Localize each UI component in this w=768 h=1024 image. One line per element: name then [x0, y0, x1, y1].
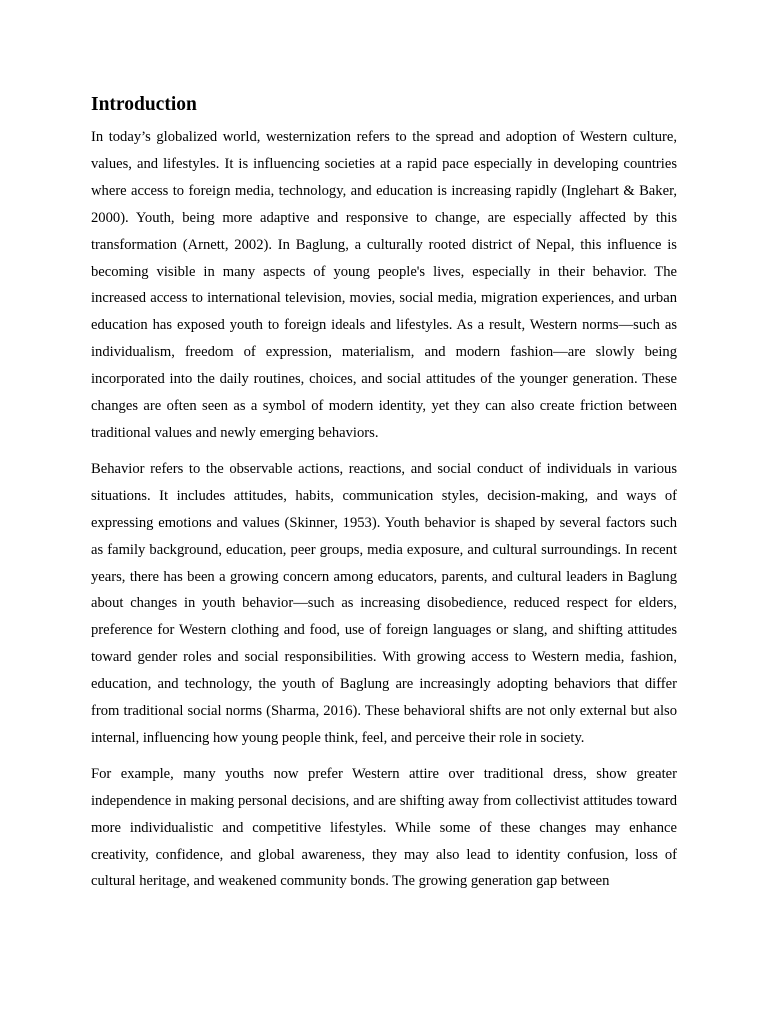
document-page — [91, 91, 677, 904]
section-heading: Introduction — [91, 94, 197, 115]
paragraph-1: In today’s globalized world, westernization refers to the spread and adoption of Western culture, values, and lifestyles. It is influencing societies at a rapid pace especially in developing countries where access to foreign media, technology, and education is increasing rapidly (Inglehart & Baker, 2000). Youth, being more adaptive and responsive to change, are especially affected by this transformation (Arnett, 2002). In Baglung, a culturally rooted district of Nepal, this influence is becoming visible in many aspects of young people's lives, especially in their behavior. The increased access to international television, movies, social media, migration experiences, and urban education has exposed youth to foreign ideals and lifestyles. As a result, Western norms—such as individualism, freedom of expression, materialism, and modern fashion—are slowly being incorporated into the daily routines, choices, and social attitudes of the younger generation. These changes are often seen as a symbol of modern identity, yet they can also create friction between traditional values and newly emerging behaviors. — [91, 129, 677, 441]
paragraph-2: Behavior refers to the observable actions, reactions, and social conduct of individuals in various situations. It includes attitudes, habits, communication styles, decision-making, and ways of expressing emotions and values (Skinner, 1953). Youth behavior is shaped by several factors such as family background, education, peer groups, media exposure, and cultural surroundings. In recent years, there has been a growing concern among educators, parents, and cultural leaders in Baglung about changes in youth behavior—such as increasing disobedience, reduced respect for elders, preference for Western clothing and food, use of foreign languages or slang, and shifting attitudes toward gender roles and social responsibilities. With growing access to Western media, fashion, education, and technology, the youth of Baglung are increasingly adopting behaviors that differ from traditional social norms (Sharma, 2016). These behavioral shifts are not only external but also internal, influencing how young people think, feel, and perceive their role in society. — [91, 460, 677, 746]
paragraph-3: For example, many youths now prefer Western attire over traditional dress, show greater independence in making personal decisions, and are shifting away from collectivist attitudes toward more individualistic and competitive lifestyles. While some of these changes may enhance creativity, confidence, and global awareness, they may also lead to identity confusion, loss of cultural heritage, and weakened community bonds. The growing generation gap between — [91, 765, 677, 890]
